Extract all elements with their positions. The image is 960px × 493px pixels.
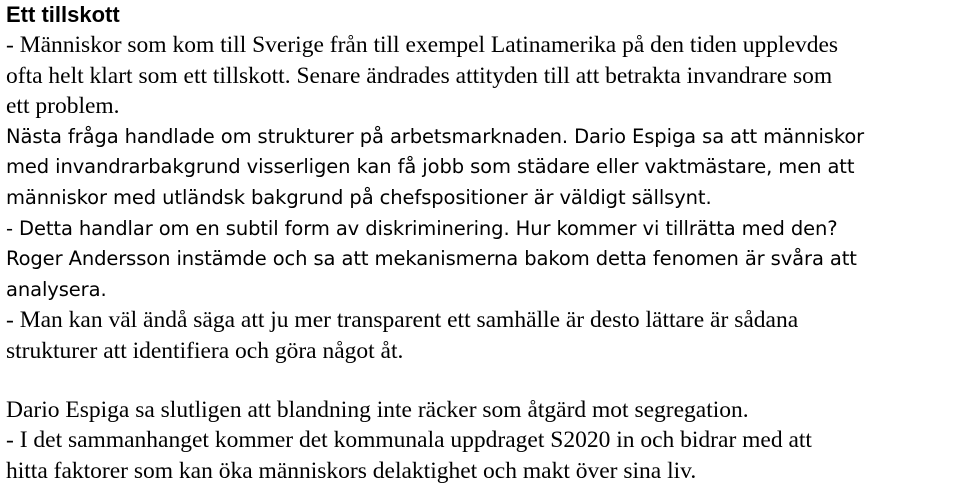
text-line: Nästa fråga handlade om strukturer på arbetsmarknaden. Dario Espiga sa att människor xyxy=(6,124,865,148)
text-line: med invandrarbakgrund visserligen kan få jobb som städare eller vaktmästare, men att xyxy=(6,155,855,179)
text-line: människor med utländsk bakgrund på chefspositioner är väldigt sällsynt. xyxy=(6,185,712,209)
text-line: strukturer att identifiera och göra något åt. xyxy=(6,337,404,364)
text-line: - I det sammanhanget kommer det kommunala uppdraget S2020 in och bidrar med att xyxy=(6,427,812,454)
text-line: analysera. xyxy=(6,277,107,301)
section-heading: Ett tillskott xyxy=(6,2,120,27)
text-line: ett problem. xyxy=(6,93,120,120)
paragraph-gap xyxy=(6,367,956,395)
text-line: Dario Espiga sa slutligen att blandning inte räcker som åtgärd mot segregation. xyxy=(6,396,749,423)
text-line: ofta helt klart som ett tillskott. Senare ändrades attityden till att betrakta invandrare som xyxy=(6,62,833,89)
text-line: Roger Andersson instämde och sa att mekanismerna bakom detta fenomen är svåra att xyxy=(6,247,857,271)
text-line: - Detta handlar om en subtil form av diskriminering. Hur kommer vi tillrätta med den? xyxy=(6,216,838,240)
text-line: - Man kan väl ändå säga att ju mer transparent ett samhälle är desto lättare är sådana xyxy=(6,307,799,334)
document-page xyxy=(6,0,956,486)
text-line: - Människor som kom till Sverige från till exempel Latinamerika på den tiden upplevdes xyxy=(6,32,839,58)
text-line: hitta faktorer som kan öka människors delaktighet och makt över sina liv. xyxy=(6,457,697,484)
